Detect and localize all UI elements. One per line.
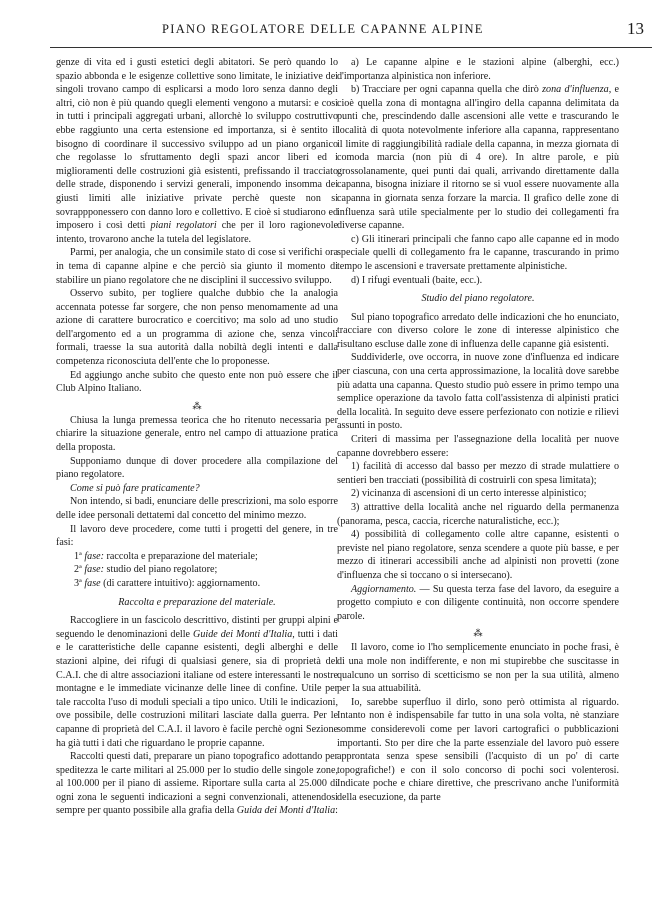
- criterion-item: 3) attrattive della località anche nel riguardo della permanenza (panorama, pesca, caccia, ricerche naturalistiche, ecc.);: [337, 502, 619, 527]
- paragraph: Il lavoro, come io l'ho semplicemente enunciato in poche frasi, è di una mole non indifferente, e non mi stupirebbe che suscitasse in qualcuno un sorriso di scetticismo se non per la sua utilità, almeno per la sua attuabilità.: [337, 642, 619, 695]
- paragraph: Il lavoro deve procedere, come tutti i progetti del genere, in tre fasi:: [56, 523, 338, 549]
- paragraph: Chiusa la lunga premessa teorica che ho ritenuto necessaria per chiarire la situazione generale, entro nel campo di attuazione pratica della proposta.: [56, 414, 338, 454]
- list-item-b: b) Tracciare per ogni capanna quella che dirò zona d'influenza, e cioè quella zona di montagna all'ingiro della capanna delimitata da punti che, prescindendo dalle ascensioni alle vette e trascurando le località di quota notevolmente inferiore alla capanna, rappresentano il limite di raggiungibilità radiale della capanna, in mezza giornata di comoda marcia (non più di 4 ore). In altre parole, e più grossolanamente, quei punti dai quali, arrivando direttamente dalla capanna, bisogna iniziare il ritorno se si vuol essere nuovamente alla capanna in giornata senza forzare la marcia. Il grafico delle zone di influenza sarà utile specialmente per lo studio dei collegamenti fra diverse capanne.: [337, 84, 619, 232]
- page-header: [50, 19, 650, 44]
- paragraph: Come si può fare praticamente?: [70, 482, 200, 494]
- list-item-d: d) I rifugi eventuali (baite, ecc.).: [351, 274, 483, 286]
- list-item-a: a) Le capanne alpine e le stazioni alpine (alberghi, ecc.) d'importanza alpinistica non inferiore.: [337, 57, 619, 82]
- running-title: PIANO REGOLATORE DELLE CAPANNE ALPINE: [162, 22, 484, 36]
- section-heading: Studio del piano regolatore.: [421, 293, 535, 305]
- phase-item: 2ª fase: studio del piano regolatore;: [74, 564, 218, 576]
- paragraph: genze di vita ed i gusti estetici degli abitatori. Se però quando lo spazio abbonda e le esigenze collettive sono limitate, le iniziative dei singoli trovano campo di esplicarsi a modo loro senza danno degli altri, ciò non è più quando quegli elementi vengono a mutarsi: e così in tutti i principali aggregati urbani, allorchè lo sviluppo costruttivo ebbe raggiunto una certa estensione ed importanza, si è sentito il bisogno di coordinare il successivo sviluppo ad un piano organico che regolasse lo sfruttamento degli spazi ancor liberi ed i miglioramenti delle costruzioni già esistenti, prefissando il tracciato delle strade, disponendo i servizi generali, imponendo insomma dei giusti limiti alle iniziative private perchè queste non si sovrappponessero con danno loro e collettivo. E cioè si studiarono ed imposero i così detti piani regolatori che per il loro ragionevole intento, trovarono anche la tutela del legislatore.: [56, 57, 338, 245]
- criterion-item: 1) facilità di accesso dal basso per mezzo di strade mulattiere o sentieri ben tracciati (possibilità di costruirli con spesa limitata);: [337, 461, 619, 486]
- paragraph: Supponiamo dunque di dover procedere alla compilazione del piano regolatore.: [56, 455, 338, 481]
- left-column: [56, 56, 338, 818]
- paragraph: Aggiornamento. — Su questa terza fase del lavoro, da eseguire a progetto compiuto e con diligente continuità, non occorre spendere parole.: [337, 583, 619, 622]
- right-column: [337, 56, 619, 804]
- paragraph: Non intendo, si badi, enunciare delle prescrizioni, ma solo esporre delle idee personali dettatemi dal concetto del minimo mezzo.: [56, 496, 338, 521]
- paragraph: Raccogliere in un fascicolo descrittivo, distinti per gruppi alpini e seguendo le denominazioni delle Guide dei Monti d'Italia, tutti i dati e le caratteristiche delle capanne esistenti, degli alberghi e delle stazioni alpine, dei rifugi di qualsiasi genere, sia di proprietà del C.A.I. che di altre associazioni italiane od estere interessanti le nostre montagne e le immediate vicinanze delle linee di confine. Utile per tale raccolta l'uso di moduli speciali a tipo unico. Utili le indicazioni, ove possibile, delle costruzioni militari lasciate dalla guerra. Per le capanne di proprietà del C.A.I. il lavoro è facile perchè ogni Sezione ha già tutti i dati che riguardano le proprie capanne.: [56, 615, 338, 749]
- list-item-c: c) Gli itinerari principali che fanno capo alle capanne ed in modo speciale quelli di collegamento fra le capanne, trascurando in primo tempo le ascensioni e traversate prettamente alpinistiche.: [337, 233, 619, 272]
- criterion-item: 4) possibilità di collegamento colle altre capanne, esistenti o previste nel piano regolatore, senza scendere a quote più basse, e per mezzo di itinerari accessibili anche ad alpinisti non provetti (zone d'influenza che si toccano o si intersecano).: [337, 529, 619, 581]
- paragraph: Parmi, per analogia, che un consimile stato di cose si verifichi ora in tema di capanne alpine e che perciò sia giunto il momento di stabilire un piano regolatore che ne disciplini il successivo sviluppo.: [56, 247, 338, 286]
- page-number: 13: [627, 19, 644, 38]
- paragraph: Io, sarebbe superfluo il dirlo, sono però ottimista al riguardo. Intanto non è indispensabile far tutto in una sola volta, nè stanziare somme considerevoli come per lavori cartografici o pubblicazioni importanti. Sto per dire che la parte essenziale del lavoro può essere approntata senza spese sensibili (l'acquisto di un po' di carte topografiche!) e con il solo concorso di pochi soci volenterosi. Indicate poche e chiare direttive, che prescrivano anche l'uniformità della esecuzione, da parte: [337, 696, 619, 803]
- header-rule: [50, 47, 652, 48]
- section-separator: ⁂: [192, 400, 202, 411]
- paragraph: Raccolti questi dati, preparare un piano topografico adottando per speditezza le carte militari al 25.000 per lo studio delle singole zone, al 100.000 per il piano di assieme. Riportare sulla carta al 25.000 di ogni zona le seguenti indicazioni a segni convenzionali, attenendosi sempre per quanto possibile alla grafia della Guida dei Monti d'Italia:: [56, 751, 338, 817]
- paragraph: Suddividerle, ove occorra, in nuove zone d'influenza ed indicare per ciascuna, con una certa approssimazione, la località dove sarebbe più adatta una capanna. Questo studio può essere in primo tempo una semplice operazione da tavolo fatta coll'assistenza di alpinisti pratici della località. In seguito deve essere perfezionato con notizie e rilievi assunti in posto.: [337, 352, 619, 432]
- paragraph: Criteri di massima per l'assegnazione della località per nuove capanne dovrebbero essere:: [337, 434, 619, 459]
- phase-item: 3ª fase (di carattere intuitivo): aggiornamento.: [74, 577, 261, 589]
- phase-item: 1ª fase: raccolta e preparazione del materiale;: [74, 550, 258, 562]
- criterion-item: 2) vicinanza di ascensioni di un certo interesse alpinistico;: [351, 488, 587, 500]
- section-heading: Raccolta e preparazione del materiale.: [118, 596, 276, 608]
- paragraph: Sul piano topografico arredato delle indicazioni che ho enunciato, tracciare con diverso colore le zone di interesse alpinistico che risultano escluse dalle zone di influenza delle capanne già esistenti.: [337, 311, 619, 350]
- paragraph: Osservo subito, per togliere qualche dubbio che la analogia accennata potesse far sorgere, che non penso menomamente ad una azione di carattere burocratico e coercitivo; ma solo ad uno studio dell'argomento ed a un programma di azione che, senza vincoli formali, traesse la sua autorità dalla nobiltà degli intenti e dalla competenza riconosciuta dell'ente che lo proponesse.: [56, 288, 338, 368]
- section-separator: ⁂: [473, 628, 483, 639]
- paragraph: Ed aggiungo anche subito che questo ente non può essere che il Club Alpino Italiano.: [56, 369, 338, 395]
